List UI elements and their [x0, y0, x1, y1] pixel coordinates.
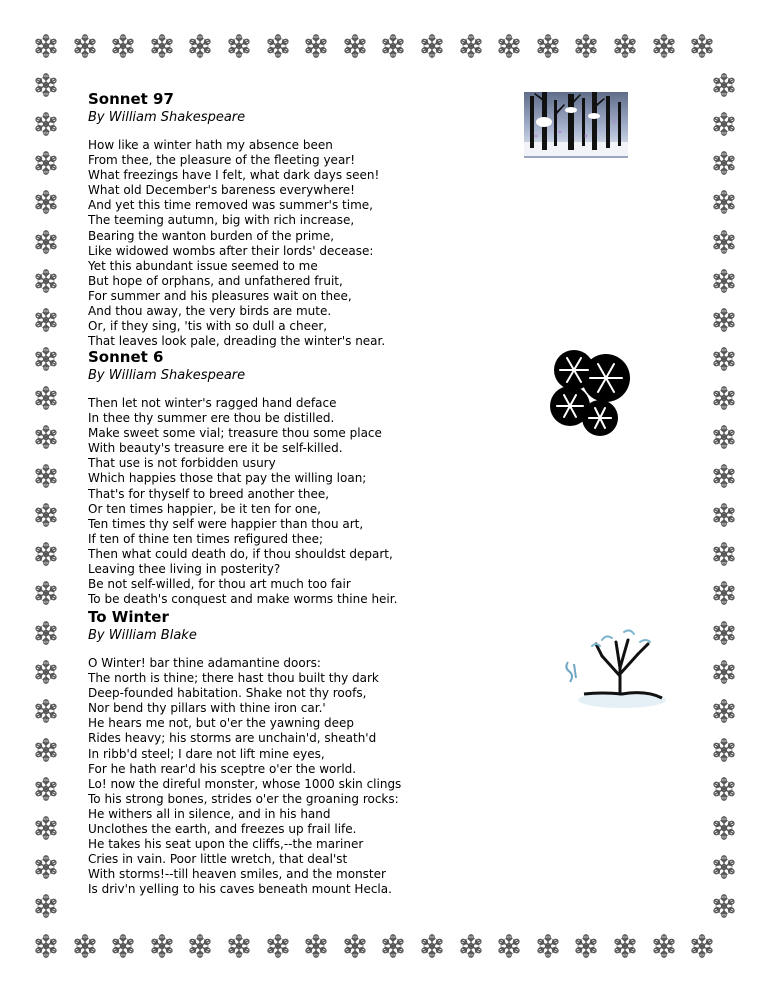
- poem-line: And thou away, the very birds are mute.: [88, 304, 332, 319]
- snowflake-icon: [688, 932, 716, 960]
- snowflake-icon: [710, 462, 738, 490]
- poem-title: Sonnet 97: [88, 90, 174, 108]
- snowflake-icon: [109, 32, 137, 60]
- snowflake-icon: [32, 267, 60, 295]
- snowflake-icon: [710, 853, 738, 881]
- snowflake-icon: [264, 32, 292, 60]
- poem-sonnet-97: [88, 90, 385, 349]
- poem-line: Cries in vain. Poor little wretch, that deal'st: [88, 852, 348, 867]
- snowflake-icon: [710, 267, 738, 295]
- poem-line: Bearing the wanton burden of the prime,: [88, 228, 335, 243]
- poem-body: [88, 656, 401, 898]
- snowflake-icon: [32, 306, 60, 334]
- poem-line: For summer and his pleasures wait on thee,: [88, 288, 352, 303]
- snowflake-icon: [32, 697, 60, 725]
- poem-line: What old December's bareness everywhere!: [88, 183, 355, 198]
- poem-line: To be death's conquest and make worms thine heir.: [88, 592, 398, 607]
- poem-line: The teeming autumn, big with rich increase,: [88, 213, 355, 228]
- snowflake-icon: [457, 932, 485, 960]
- snowy-forest-image: [524, 92, 628, 162]
- poem-line: And yet this time removed was summer's time,: [88, 198, 373, 213]
- snowflake-icon: [710, 188, 738, 216]
- poem-line: What freezings have I felt, what dark days seen!: [88, 168, 380, 183]
- poem-line: Lo! now the direful monster, whose 1000 skin clings: [88, 776, 402, 791]
- snowflake-icon: [710, 149, 738, 177]
- snowflake-icon: [32, 932, 60, 960]
- poem-sonnet-6: [88, 348, 397, 607]
- poem-line: He hears me not, but o'er the yawning deep: [88, 716, 354, 731]
- poem-line: The north is thine; there hast thou built thy dark: [88, 671, 379, 686]
- poem-line: That leaves look pale, dreading the winter's near.: [88, 334, 386, 349]
- snowflake-icon: [32, 540, 60, 568]
- snowflake-icon: [186, 932, 214, 960]
- poem-line: Leaving thee living in posterity?: [88, 562, 281, 577]
- poem-line: Like widowed wombs after their lords' decease:: [88, 243, 374, 258]
- snowflake-icon: [611, 32, 639, 60]
- winter-tree-image: [562, 620, 668, 712]
- snowflake-icon: [650, 932, 678, 960]
- poem-line: Or, if they sing, 'tis with so dull a cheer,: [88, 319, 328, 334]
- snowflake-icon: [611, 932, 639, 960]
- snowflake-icon: [302, 32, 330, 60]
- snowflake-icon: [710, 579, 738, 607]
- poem-line: Which happies those that pay the willing loan;: [88, 471, 367, 486]
- poem-body: [88, 138, 385, 349]
- snowflake-icon: [379, 32, 407, 60]
- snowflake-icon: [418, 932, 446, 960]
- snowflake-icon: [710, 619, 738, 647]
- snowflake-icon: [710, 736, 738, 764]
- snowflake-icon: [688, 32, 716, 60]
- snowflake-icon: [148, 932, 176, 960]
- poem-body: [88, 396, 397, 607]
- poem-line: Rides heavy; his storms are unchain'd, sheath'd: [88, 731, 377, 746]
- poem-author: By William Blake: [88, 628, 197, 643]
- snowflake-icon: [32, 853, 60, 881]
- poem-line: He takes his seat upon the cliffs,--the mariner: [88, 837, 364, 852]
- snowflake-icon: [32, 619, 60, 647]
- snowflake-icon: [32, 736, 60, 764]
- poem-to-winter: [88, 608, 401, 898]
- poem-line: If ten of thine ten times refigured thee;: [88, 531, 324, 546]
- poem-line: To his strong bones, strides o'er the groaning rocks:: [88, 791, 399, 806]
- snowflake-icon: [32, 462, 60, 490]
- poem-line: Ten times thy self were happier than thou art,: [88, 516, 364, 531]
- snowflake-icon: [71, 32, 99, 60]
- snowflake-icon: [534, 32, 562, 60]
- poem-line: In thee thy summer ere thou be distilled.: [88, 411, 335, 426]
- snowflake-icon: [710, 658, 738, 686]
- poem-line: Then what could death do, if thou shouldst depart,: [88, 546, 393, 561]
- snowflake-icon: [32, 579, 60, 607]
- poem-line: For he hath rear'd his sceptre o'er the world.: [88, 761, 357, 776]
- poem-line: Yet this abundant issue seemed to me: [88, 258, 318, 273]
- snowflake-icon: [710, 775, 738, 803]
- poem-line: Unclothes the earth, and freezes up frail life.: [88, 822, 357, 837]
- poem-line: Be not self-willed, for thou art much too fair: [88, 577, 351, 592]
- snowflake-icon: [710, 228, 738, 256]
- snowflake-icon: [650, 32, 678, 60]
- snowflake-icon: [710, 423, 738, 451]
- snowflake-icon: [32, 110, 60, 138]
- snowflake-icon: [32, 501, 60, 529]
- poem-line: That's for thyself to breed another thee,: [88, 486, 330, 501]
- poem-author: By William Shakespeare: [88, 368, 246, 383]
- snowflake-icon: [418, 32, 446, 60]
- snowflake-icon: [32, 32, 60, 60]
- poem-line: Or ten times happier, be it ten for one,: [88, 501, 321, 516]
- snowflake-icon: [379, 932, 407, 960]
- snowflake-icon: [710, 892, 738, 920]
- poem-line: O Winter! bar thine adamantine doors:: [88, 656, 321, 670]
- poem-line: But hope of orphans, and unfathered fruit,: [88, 273, 343, 288]
- snowflake-icon: [225, 32, 253, 60]
- snowflake-icon: [457, 32, 485, 60]
- snowflake-icon: [225, 932, 253, 960]
- snowflake-icon: [32, 188, 60, 216]
- poem-author: By William Shakespeare: [88, 110, 246, 125]
- poem-line: Then let not winter's ragged hand deface: [88, 396, 337, 410]
- poem-line: How like a winter hath my absence been: [88, 138, 333, 152]
- snowflake-icon: [710, 814, 738, 842]
- poem-line: Nor bend thy pillars with thine iron car.': [88, 701, 326, 716]
- poem-line: In ribb'd steel; I dare not lift mine eyes,: [88, 746, 325, 761]
- snowflake-icon: [572, 932, 600, 960]
- snowflake-icon: [186, 32, 214, 60]
- snowflake-icon: [710, 306, 738, 334]
- snowflake-icon: [32, 228, 60, 256]
- poem-line: That use is not forbidden usury: [88, 456, 276, 471]
- snowflake-icon: [710, 697, 738, 725]
- snowflake-icon: [32, 658, 60, 686]
- poem-line: Make sweet some vial; treasure thou some place: [88, 426, 382, 441]
- snowflake-icon: [710, 71, 738, 99]
- snowflake-icon: [32, 149, 60, 177]
- snowflake-icon: [32, 345, 60, 373]
- snowflake-icon: [32, 423, 60, 451]
- snowflake-icon: [710, 345, 738, 373]
- snowflake-icon: [572, 32, 600, 60]
- snowflake-icon: [495, 32, 523, 60]
- snowflake-icon: [32, 814, 60, 842]
- snowflake-icon: [341, 32, 369, 60]
- snowflake-icon: [32, 775, 60, 803]
- snowflake-icon: [264, 932, 292, 960]
- poem-title: Sonnet 6: [88, 348, 164, 366]
- snowflake-icon: [710, 384, 738, 412]
- snowflake-icon: [710, 110, 738, 138]
- snowflake-icon: [148, 32, 176, 60]
- poem-line: He withers all in silence, and in his hand: [88, 806, 331, 821]
- poem-line: With beauty's treasure ere it be self-killed.: [88, 441, 343, 456]
- poem-line: From thee, the pleasure of the fleeting year!: [88, 153, 356, 168]
- snowflake-icon: [32, 892, 60, 920]
- snowflake-icon: [302, 932, 330, 960]
- poem-line: With storms!--till heaven smiles, and the monster: [88, 867, 386, 882]
- snowflake-icon: [32, 71, 60, 99]
- snowflake-icon: [109, 932, 137, 960]
- snowflake-icon: [71, 932, 99, 960]
- snowflake-icon: [341, 932, 369, 960]
- snowflake-icon: [495, 932, 523, 960]
- snowflake-icon: [710, 501, 738, 529]
- snowflake-icon: [710, 540, 738, 568]
- poem-line: Deep-founded habitation. Shake not thy roofs,: [88, 686, 367, 701]
- snowflake-icon: [32, 384, 60, 412]
- snowflakes-image: [548, 348, 632, 438]
- poem-line: Is driv'n yelling to his caves beneath mount Hecla.: [88, 882, 392, 897]
- snowflake-icon: [534, 932, 562, 960]
- poem-title: To Winter: [88, 608, 169, 626]
